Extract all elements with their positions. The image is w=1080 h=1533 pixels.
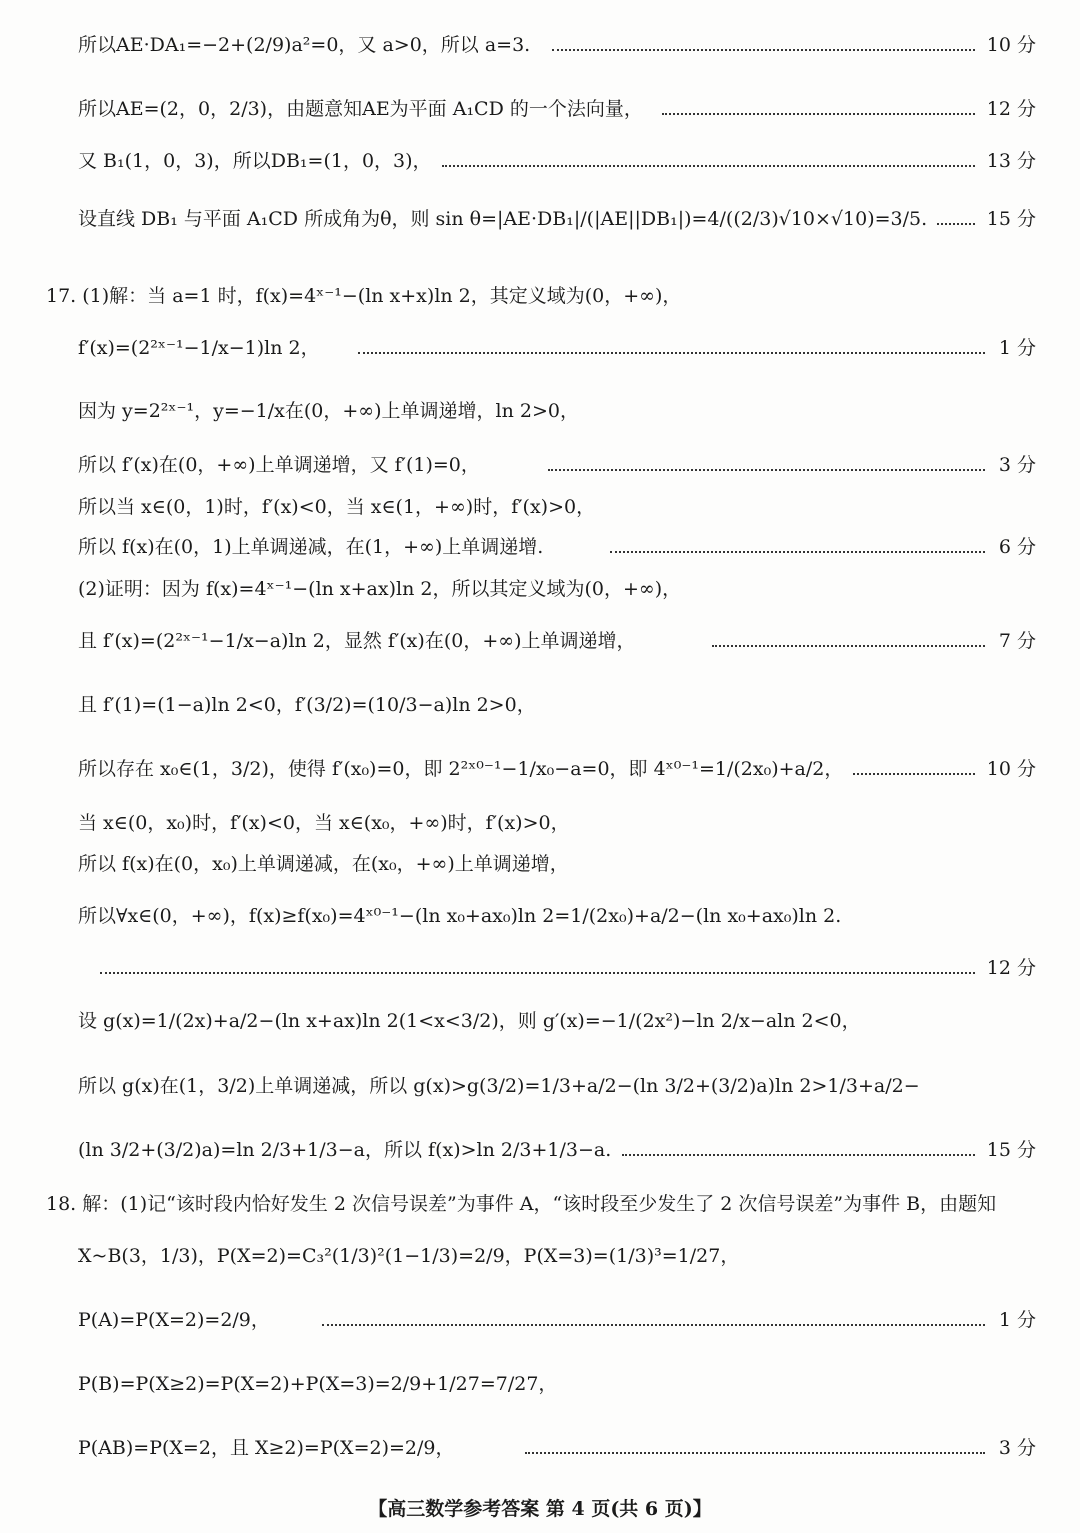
dot-leader <box>525 1452 985 1454</box>
dot-leader <box>853 773 975 775</box>
answer-text: 当 x∈(0，x₀)时，f′(x)<0，当 x∈(x₀，+∞)时，f′(x)>0， <box>78 812 570 834</box>
answer-text: 所以 f(x)在(0，x₀)上单调递减，在(x₀，+∞)上单调递增， <box>78 853 569 875</box>
answer-text: 18. 解：(1)记“该时段内恰好发生 2 次信号误差”为事件 A，“该时段至少发生了 2 次信号误差”为事件 B，由题知 <box>46 1193 997 1215</box>
answer-text: 所以当 x∈(0，1)时，f′(x)<0，当 x∈(1，+∞)时，f′(x)>0， <box>78 496 596 518</box>
answer-text: 所以 f(x)在(0，1)上单调递减，在(1，+∞)上单调递增. <box>78 536 544 558</box>
dot-leader <box>358 352 985 354</box>
answer-text: 且 f′(x)=(2²ˣ⁻¹−1/x−a)ln 2，显然 f′(x)在(0，+∞)上单调递增， <box>78 630 636 652</box>
score-label: 6 分 <box>998 536 1036 558</box>
score-label: 10 分 <box>986 34 1036 56</box>
answer-text: 所以∀x∈(0，+∞)，f(x)≥f(x₀)=4ˣ⁰⁻¹−(ln x₀+ax₀)ln 2=1/(2x₀)+a/2−(ln x₀+ax₀)ln 2. <box>78 905 842 927</box>
score-label: 3 分 <box>998 454 1036 476</box>
dot-leader <box>622 1154 975 1156</box>
dot-leader <box>100 972 975 974</box>
dot-leader <box>322 1324 985 1326</box>
answer-text: 设直线 DB₁ 与平面 A₁CD 所成角为θ，则 sin θ=|AE·DB₁|/(|AE||DB₁|)=4/((2/3)√10×√10)=3/5. <box>78 208 928 230</box>
dot-leader <box>712 645 985 647</box>
answer-text: 又 B₁(1，0，3)，所以DB₁=(1，0，3)， <box>78 150 432 172</box>
answer-text: P(B)=P(X≥2)=P(X=2)+P(X=3)=2/9+1/27=7/27， <box>78 1373 558 1395</box>
answer-text: P(AB)=P(X=2，且 X≥2)=P(X=2)=2/9， <box>78 1437 455 1459</box>
score-label: 10 分 <box>986 758 1036 780</box>
page-footer: 【高三数学参考答案 第 4 页(共 6 页)】 <box>368 1498 712 1520</box>
score-label: 13 分 <box>986 150 1036 172</box>
score-label: 12 分 <box>986 957 1036 979</box>
answer-text: (ln 3/2+(3/2)a)=ln 2/3+1/3−a，所以 f(x)>ln 2/3+1/3−a. <box>78 1139 612 1161</box>
score-label: 3 分 <box>998 1437 1036 1459</box>
dot-leader <box>548 469 985 471</box>
score-label: 15 分 <box>986 208 1036 230</box>
score-label: 1 分 <box>998 1309 1036 1331</box>
score-label: 7 分 <box>998 630 1036 652</box>
answer-text: X~B(3，1/3)，P(X=2)=C₃²(1/3)²(1−1/3)=2/9，P(X=3)=(1/3)³=1/27， <box>78 1245 740 1267</box>
answer-text: 所以AE·DA₁=−2+(2/9)a²=0，又 a>0，所以 a=3. <box>78 34 531 56</box>
answer-text: 且 f′(1)=(1−a)ln 2<0，f′(3/2)=(10/3−a)ln 2>0， <box>78 694 536 716</box>
dot-leader <box>662 113 975 115</box>
score-label: 15 分 <box>986 1139 1036 1161</box>
answer-text: f′(x)=(2²ˣ⁻¹−1/x−1)ln 2， <box>78 337 320 359</box>
answer-text: P(A)=P(X=2)=2/9， <box>78 1309 270 1331</box>
dot-leader <box>610 551 985 553</box>
answer-text: 设 g(x)=1/(2x)+a/2−(ln x+ax)ln 2(1<x<3/2)，则 g′(x)=−1/(2x²)−ln 2/x−aln 2<0， <box>78 1010 861 1032</box>
score-label: 1 分 <box>998 337 1036 359</box>
score-label: 12 分 <box>986 98 1036 120</box>
answer-text: 所以AE=(2，0，2/3)，由题意知AE为平面 A₁CD 的一个法向量， <box>78 98 643 120</box>
dot-leader <box>552 49 975 51</box>
answer-text: 所以存在 x₀∈(1，3/2)，使得 f′(x₀)=0，即 2²ˣ⁰⁻¹−1/x₀−a=0，即 4ˣ⁰⁻¹=1/(2x₀)+a/2， <box>78 758 844 780</box>
answer-text: 所以 f′(x)在(0，+∞)上单调递增，又 f′(1)=0， <box>78 454 480 476</box>
answer-text: (2)证明：因为 f(x)=4ˣ⁻¹−(ln x+ax)ln 2，所以其定义域为(0，+∞)， <box>78 578 682 600</box>
answer-text: 因为 y=2²ˣ⁻¹，y=−1/x在(0，+∞)上单调递增，ln 2>0， <box>78 400 579 422</box>
answer-text: 所以 g(x)在(1，3/2)上单调递减，所以 g(x)>g(3/2)=1/3+a/2−(ln 3/2+(3/2)a)ln 2>1/3+a/2− <box>78 1075 920 1097</box>
dot-leader <box>442 165 975 167</box>
dot-leader <box>937 223 975 225</box>
answer-text: 17. (1)解：当 a=1 时，f(x)=4ˣ⁻¹−(ln x+x)ln 2，其定义域为(0，+∞)， <box>46 285 682 307</box>
